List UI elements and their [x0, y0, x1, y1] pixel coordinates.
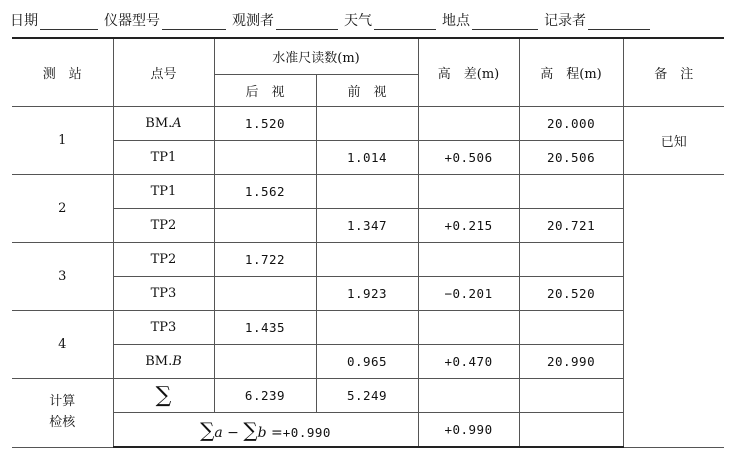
- table-row: [12, 209, 724, 243]
- diff-cell: +0.506: [418, 141, 519, 175]
- sum-height-cell-empty: [519, 379, 623, 413]
- col-remark-header: 备 注: [623, 38, 724, 107]
- foresight-cell: 1.014: [316, 141, 418, 175]
- recorder-blank[interactable]: [588, 13, 650, 30]
- point-cell: TP3: [113, 311, 214, 345]
- height-cell: [519, 311, 623, 345]
- point-cell: BM.B: [113, 345, 214, 379]
- check-height-cell-empty: [519, 413, 623, 448]
- diff-cell: [418, 243, 519, 277]
- location-field: [442, 10, 544, 30]
- sum-foresight-cell: 5.249: [316, 379, 418, 413]
- date-blank[interactable]: [40, 13, 98, 30]
- point-cell: TP1: [113, 141, 214, 175]
- weather-label: 天气: [344, 13, 372, 29]
- foresight-cell: 1.923: [316, 277, 418, 311]
- foresight-cell: 1.347: [316, 209, 418, 243]
- station-cell: 4: [12, 311, 113, 379]
- sigma-symbol: ∑: [113, 379, 214, 413]
- station-cell: 2: [12, 175, 113, 243]
- check-sum-row: [12, 379, 724, 413]
- sum-backsight-cell: 6.239: [214, 379, 316, 413]
- backsight-cell: [214, 209, 316, 243]
- diff-cell: +0.470: [418, 345, 519, 379]
- backsight-cell: 1.722: [214, 243, 316, 277]
- table-row: [12, 175, 724, 209]
- check-formula-cell: ∑a − ∑b =+0.990: [113, 413, 418, 448]
- col-height-header: 高 程(m): [519, 38, 623, 107]
- backsight-cell: [214, 345, 316, 379]
- col-station-header: 测 站: [12, 38, 113, 107]
- col-point-header: 点号: [113, 38, 214, 107]
- remark-cell: 已知: [623, 107, 724, 175]
- header-row-1: [12, 38, 724, 75]
- foresight-cell: [316, 175, 418, 209]
- diff-cell: +0.215: [418, 209, 519, 243]
- sum-diff-cell-empty: [418, 379, 519, 413]
- col-foresight-header: 前 视: [316, 75, 418, 107]
- date-label: 日期: [10, 13, 38, 29]
- instrument-field: [104, 10, 232, 30]
- instrument-blank[interactable]: [162, 13, 226, 30]
- backsight-cell: [214, 141, 316, 175]
- check-diff-total-cell: +0.990: [418, 413, 519, 448]
- height-cell: [519, 243, 623, 277]
- weather-field: [344, 10, 442, 30]
- col-diff-header: 高 差(m): [418, 38, 519, 107]
- foresight-cell: [316, 107, 418, 141]
- instrument-label: 仪器型号: [104, 13, 160, 29]
- col-reading-header: 水准尺读数(m): [214, 38, 418, 75]
- diff-cell: [418, 175, 519, 209]
- diff-cell: [418, 311, 519, 345]
- location-blank[interactable]: [472, 13, 538, 30]
- backsight-cell: 1.562: [214, 175, 316, 209]
- remark-cell-empty: [623, 175, 724, 448]
- col-backsight-header: 后 视: [214, 75, 316, 107]
- table-row: [12, 311, 724, 345]
- observer-blank[interactable]: [276, 13, 338, 30]
- date-field: [10, 10, 104, 30]
- recorder-field: [544, 10, 650, 30]
- check-label-line2: 检核: [49, 414, 76, 430]
- diff-cell: [418, 107, 519, 141]
- weather-blank[interactable]: [374, 13, 436, 30]
- foresight-cell: [316, 243, 418, 277]
- height-cell: 20.520: [519, 277, 623, 311]
- leveling-table: [12, 37, 724, 448]
- check-formula-row: [12, 413, 724, 448]
- recorder-label: 记录者: [544, 13, 586, 29]
- height-cell: 20.721: [519, 209, 623, 243]
- point-cell: TP2: [113, 209, 214, 243]
- foresight-cell: 0.965: [316, 345, 418, 379]
- station-cell: 1: [12, 107, 113, 175]
- form-header: [10, 4, 730, 30]
- table-row: [12, 107, 724, 141]
- backsight-cell: 1.520: [214, 107, 316, 141]
- observer-field: [232, 10, 344, 30]
- table-row: [12, 141, 724, 175]
- point-cell: TP2: [113, 243, 214, 277]
- table-row: [12, 345, 724, 379]
- location-label: 地点: [442, 13, 470, 29]
- backsight-cell: [214, 277, 316, 311]
- observer-label: 观测者: [232, 13, 274, 29]
- height-cell: 20.990: [519, 345, 623, 379]
- check-label-line1: 计算: [49, 393, 76, 409]
- table-row: [12, 243, 724, 277]
- station-cell: 3: [12, 243, 113, 311]
- diff-cell: −0.201: [418, 277, 519, 311]
- check-label-cell: [12, 379, 113, 448]
- height-cell: 20.506: [519, 141, 623, 175]
- point-cell: TP1: [113, 175, 214, 209]
- check-formula-value: +0.990: [282, 424, 331, 440]
- point-cell: BM.A: [113, 107, 214, 141]
- backsight-cell: 1.435: [214, 311, 316, 345]
- point-cell: TP3: [113, 277, 214, 311]
- foresight-cell: [316, 311, 418, 345]
- height-cell: [519, 175, 623, 209]
- height-cell: 20.000: [519, 107, 623, 141]
- table-row: [12, 277, 724, 311]
